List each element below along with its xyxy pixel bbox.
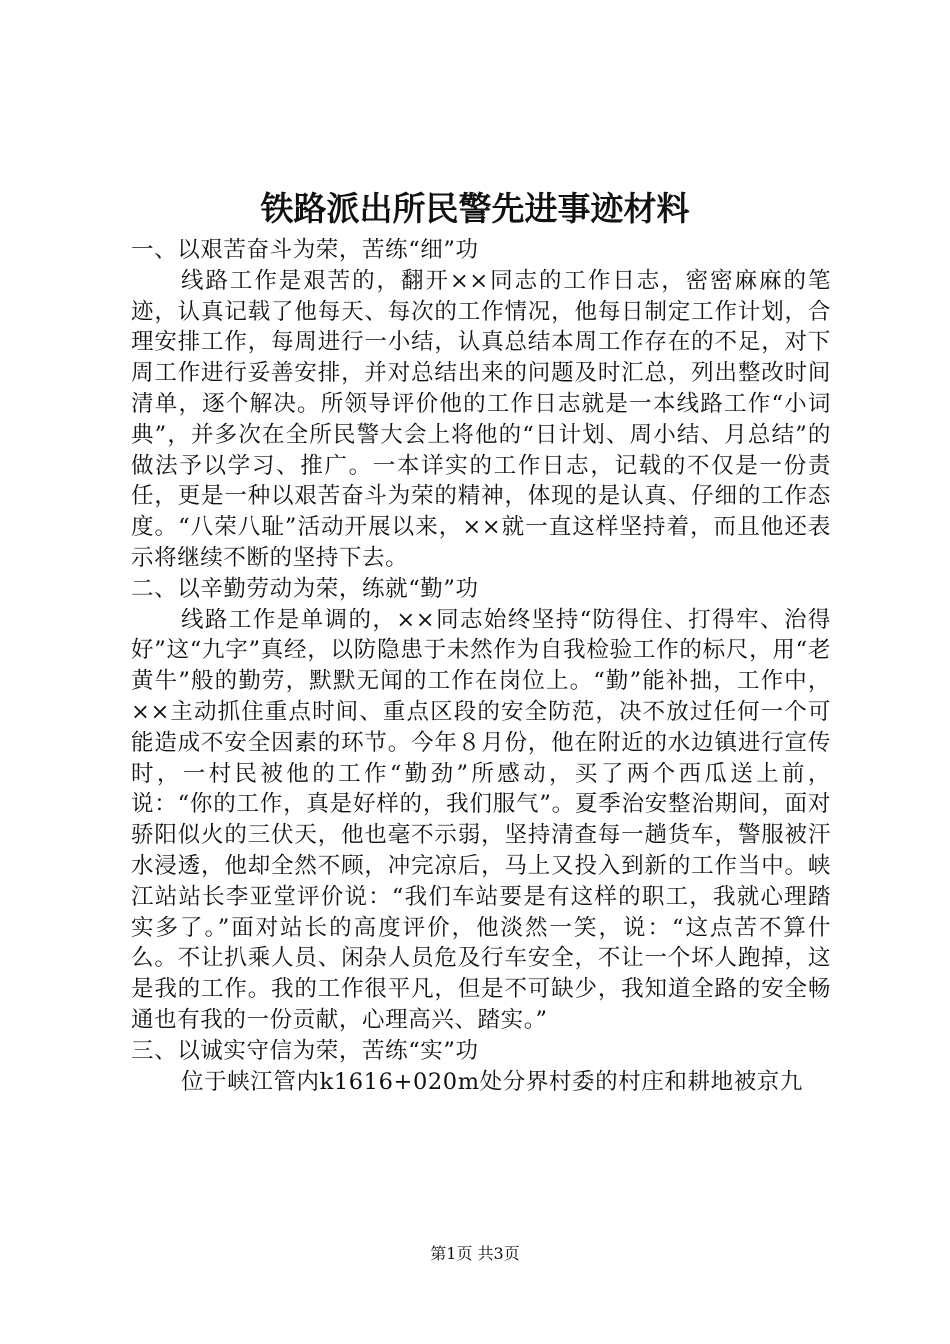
page-footer: 第1页 共3页: [430, 1244, 520, 1263]
section-heading-1: 一、以艰苦奋斗为荣，苦练“细”功: [131, 237, 479, 263]
section-heading-3: 三、以诚实守信为荣，苦练“实”功: [131, 1037, 479, 1064]
document-title: 铁路派出所民警先进事迹材料: [260, 189, 690, 228]
section-paragraph-2: 线路工作是单调的，××同志始终坚持“防得住、打得牢、治得好”这“九字”真经，以防隐患于未然作为自我检验工作的标尺，用“老黄牛”般的勤劳，默默无闻的工作在岗位上。“勤”能补拙，工作中，××主动抓住重点时间、重点区段的安全防范，决不放过任何一个可能造成不安全因素的环节。今年８月份，他在附近的水边镇进行宣传时，一村民被他的工作“勤劲”所感动，买了两个西瓜送上前，说：“你的工作，真是好样的，我们服气”。夏季治安整治期间，面对骄阳似火的三伏天，他也毫不示弱，坚持清查每一趟货车，警服被汗水浸透，他却全然不顾，冲完凉后，马上又投入到新的工作当中。峡江站站长李亚堂评价说：“我们车站要是有这样的职工，我就心理踏实多了。”面对站长的高度评价，他淡然一笑，说：“这点苦不算什么。不让扒乘人员、闲杂人员危及行车安全，不让一个坏人跑掉，这是我的工作。我的工作很平凡，但是不可缺少，我知道全路的安全畅通也有我的一份贡献，心理高兴、踏实。”: [131, 606, 831, 1033]
section-paragraph-3: 位于峡江管内k1616+020m处分界村委的村庄和耕地被京九: [181, 1068, 804, 1095]
section-heading-2: 二、以辛勤劳动为荣，练就“勤”功: [131, 575, 479, 602]
section-paragraph-1: 线路工作是艰苦的，翻开××同志的工作日志，密密麻麻的笔迹，认真记载了他每天、每次的工作情况，他每日制定工作计划，合理安排工作，每周进行一小结，认真总结本周工作存在的不足，对下周工作进行妥善安排，并对总结出来的问题及时汇总，列出整改时间清单，逐个解决。所领导评价他的工作日志就是一本线路工作“小词典”，并多次在全所民警大会上将他的“日计划、周小结、月总结”的做法予以学习、推广。一本详实的工作日志，记载的不仅是一份责任，更是一种以艰苦奋斗为荣的精神，体现的是认真、仔细的工作态度。“八荣八耻”活动开展以来，××就一直这样坚持着，而且他还表示将继续不断的坚持下去。: [131, 267, 831, 571]
document-body: [131, 235, 831, 1097]
